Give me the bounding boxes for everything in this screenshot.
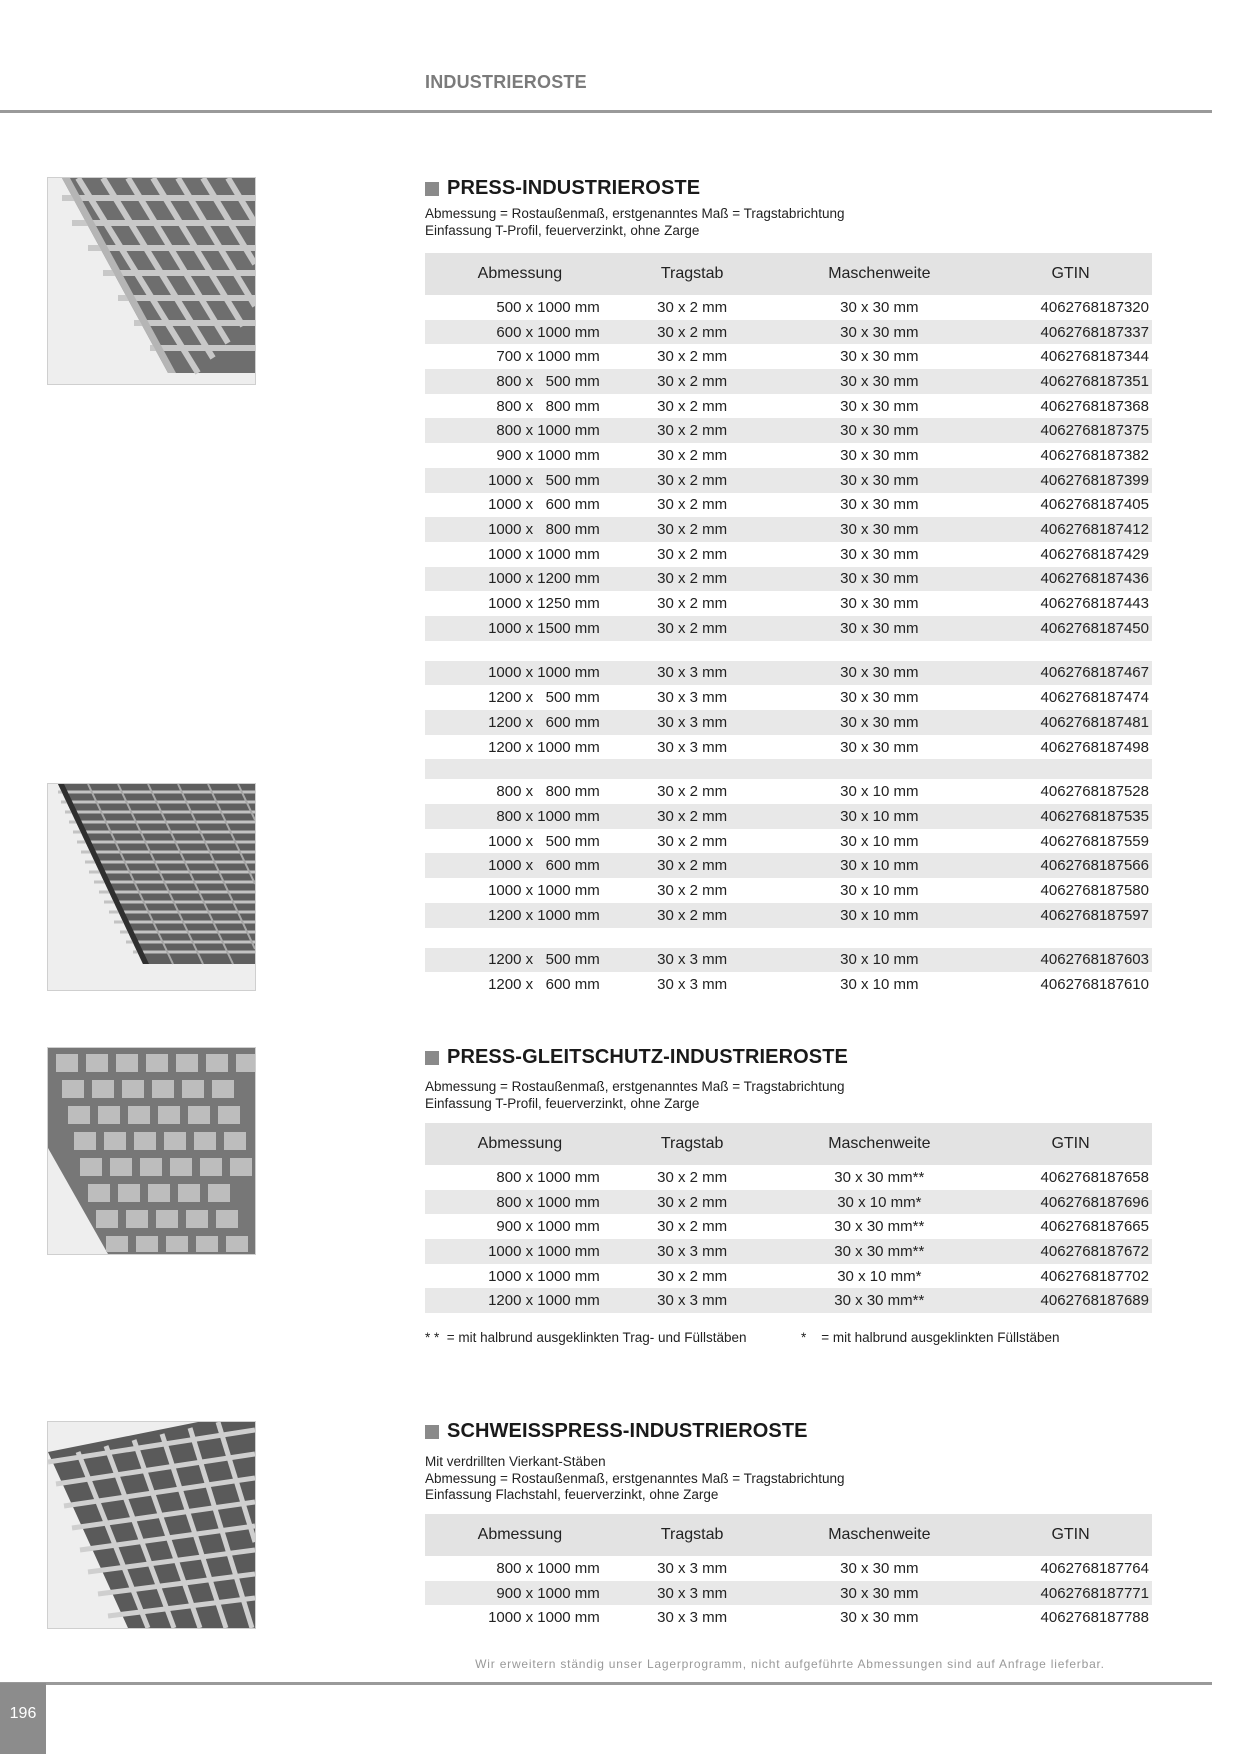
- page-header-title: INDUSTRIEROSTE: [425, 72, 587, 92]
- column-header: Maschenweite: [770, 253, 990, 295]
- table-spacer-row: [425, 759, 1152, 779]
- footnote-single-asterisk: * = mit halbrund ausgeklinkten Füllstäben: [801, 1330, 1060, 1345]
- cell-tragstab: 30 x 2 mm: [657, 298, 728, 316]
- cell-gtin: 4062768187672: [989, 1239, 1152, 1264]
- column-header: Abmessung: [425, 1123, 615, 1165]
- schweisspress-grating-photo: [47, 1421, 256, 1629]
- column-header: Tragstab: [615, 1123, 770, 1165]
- cell-maschenweite: 30 x 10 mm*: [770, 1190, 990, 1215]
- cell-abmessung: 500 x 1000 mm: [496, 298, 600, 316]
- footer-rule: [0, 1682, 1212, 1685]
- cell-abmessung: 1000 x 600 mm: [425, 853, 615, 878]
- cell-abmessung: 1000 x 1000 mm: [425, 1239, 615, 1264]
- cell-gtin: 4062768187412: [989, 517, 1152, 542]
- cell-gtin: 4062768187498: [1040, 738, 1149, 756]
- cell-gtin: 4062768187702: [1040, 1267, 1149, 1285]
- grating-image-welded: [48, 1422, 255, 1628]
- table-row: [425, 948, 1152, 973]
- cell-gtin: 4062768187665: [1040, 1218, 1149, 1236]
- column-header: Abmessung: [425, 253, 615, 295]
- cell-tragstab: 30 x 3 mm: [657, 1609, 728, 1627]
- table-row: [425, 1165, 1152, 1190]
- cell-maschenweite: 30 x 10 mm: [770, 804, 990, 829]
- section-title-schweisspress: SCHWEISSPRESS-INDUSTRIEROSTE: [425, 1420, 808, 1443]
- table-row: [425, 517, 1152, 542]
- cell-abmessung: 1200 x 500 mm: [425, 948, 615, 973]
- cell-maschenweite: 30 x 10 mm: [770, 853, 990, 878]
- cell-tragstab: 30 x 2 mm: [615, 804, 770, 829]
- cell-maschenweite: 30 x 30 mm: [840, 689, 919, 707]
- cell-maschenweite: 30 x 30 mm: [770, 616, 990, 641]
- cell-abmessung: 1000 x 600 mm: [488, 496, 600, 514]
- cell-abmessung: 1200 x 600 mm: [425, 710, 615, 735]
- cell-gtin: 4062768187399: [989, 468, 1152, 493]
- cell-tragstab: 30 x 2 mm: [615, 853, 770, 878]
- table-row: [425, 1288, 1152, 1313]
- press-industrieroste-table: [425, 253, 1152, 997]
- cell-abmessung: 1000 x 1500 mm: [425, 616, 615, 641]
- cell-gtin: 4062768187603: [989, 948, 1152, 973]
- cell-abmessung: 1200 x 500 mm: [488, 689, 600, 707]
- column-header: Tragstab: [615, 1514, 770, 1556]
- cell-tragstab: 30 x 3 mm: [657, 1559, 728, 1577]
- cell-maschenweite: 30 x 30 mm: [770, 320, 990, 345]
- table-row: [425, 320, 1152, 345]
- cell-gtin: 4062768187375: [989, 418, 1152, 443]
- cell-abmessung: 800 x 1000 mm: [496, 1168, 600, 1186]
- cell-tragstab: 30 x 2 mm: [615, 517, 770, 542]
- table-row: [425, 295, 1152, 320]
- section-description: Mit verdrillten Vierkant-Stäben Abmessung = Rostaußenmaß, erstgenanntes Maß = Tragstabrichtung Einfassung Flachstahl, feuerverzinkt, ohne Zarge: [425, 1454, 845, 1502]
- cell-abmessung: 800 x 1000 mm: [425, 418, 615, 443]
- cell-maschenweite: 30 x 30 mm: [840, 545, 919, 563]
- section-marker-icon: [425, 182, 439, 196]
- cell-tragstab: 30 x 2 mm: [657, 881, 728, 899]
- table-row: [425, 829, 1152, 854]
- table-row: [425, 418, 1152, 443]
- cell-tragstab: 30 x 2 mm: [657, 496, 728, 514]
- cell-abmessung: 1000 x 1200 mm: [425, 567, 615, 592]
- press-grating-fine-photo: [47, 783, 256, 991]
- cell-maschenweite: 30 x 30 mm: [840, 496, 919, 514]
- table-spacer-row: [425, 641, 1152, 661]
- table-row: [425, 1190, 1152, 1215]
- column-header: GTIN: [989, 1123, 1152, 1165]
- cell-abmessung: 1000 x 1000 mm: [488, 545, 600, 563]
- cell-maschenweite: 30 x 30 mm: [770, 661, 990, 686]
- cell-maschenweite: 30 x 10 mm: [840, 783, 919, 801]
- cell-abmessung: 1000 x 1250 mm: [488, 595, 600, 613]
- table-row: [425, 779, 1152, 804]
- cell-abmessung: 800 x 500 mm: [425, 369, 615, 394]
- table-row: [425, 804, 1152, 829]
- press-gleitschutz-table: [425, 1123, 1152, 1313]
- cell-gtin: 4062768187481: [989, 710, 1152, 735]
- cell-gtin: 4062768187351: [989, 369, 1152, 394]
- cell-maschenweite: 30 x 10 mm: [770, 948, 990, 973]
- table-row: [425, 853, 1152, 878]
- cell-maschenweite: 30 x 10 mm: [770, 903, 990, 928]
- cell-tragstab: 30 x 2 mm: [615, 320, 770, 345]
- table-row: [425, 344, 1152, 369]
- table-row: [425, 1605, 1152, 1630]
- cell-maschenweite: 30 x 30 mm: [840, 348, 919, 366]
- cell-gtin: 4062768187788: [1040, 1609, 1149, 1627]
- cell-tragstab: 30 x 2 mm: [615, 567, 770, 592]
- cell-gtin: 4062768187566: [989, 853, 1152, 878]
- column-header: Abmessung: [425, 1514, 615, 1556]
- cell-maschenweite: 30 x 30 mm: [770, 369, 990, 394]
- cell-gtin: 4062768187771: [989, 1581, 1152, 1606]
- header-rule: [0, 110, 1212, 113]
- table-row: [425, 567, 1152, 592]
- cell-tragstab: 30 x 2 mm: [657, 1168, 728, 1186]
- cell-gtin: 4062768187337: [989, 320, 1152, 345]
- cell-gtin: 4062768187689: [989, 1288, 1152, 1313]
- table-row: [425, 616, 1152, 641]
- cell-maschenweite: 30 x 30 mm: [770, 418, 990, 443]
- table-row: [425, 735, 1152, 760]
- cell-gtin: 4062768187474: [1040, 689, 1149, 707]
- cell-tragstab: 30 x 3 mm: [615, 710, 770, 735]
- table-row: [425, 1556, 1152, 1581]
- cell-abmessung: 1200 x 600 mm: [488, 976, 600, 994]
- table-header-row: [425, 1123, 1152, 1165]
- table-row: [425, 685, 1152, 710]
- cell-tragstab: 30 x 3 mm: [657, 738, 728, 756]
- cell-gtin: 4062768187344: [1040, 348, 1149, 366]
- section-marker-icon: [425, 1425, 439, 1439]
- cell-gtin: 4062768187658: [1040, 1168, 1149, 1186]
- cell-gtin: 4062768187443: [1040, 595, 1149, 613]
- cell-abmessung: 1000 x 1000 mm: [488, 1267, 600, 1285]
- table-row: [425, 1581, 1152, 1606]
- cell-tragstab: 30 x 2 mm: [657, 446, 728, 464]
- cell-gtin: 4062768187696: [989, 1190, 1152, 1215]
- gleitschutz-grating-photo: [47, 1047, 256, 1255]
- cell-tragstab: 30 x 2 mm: [615, 418, 770, 443]
- cell-abmessung: 700 x 1000 mm: [496, 348, 600, 366]
- cell-tragstab: 30 x 3 mm: [657, 689, 728, 707]
- cell-gtin: 4062768187528: [1040, 783, 1149, 801]
- column-header: Maschenweite: [770, 1514, 990, 1556]
- cell-tragstab: 30 x 2 mm: [657, 783, 728, 801]
- cell-gtin: 4062768187320: [1040, 298, 1149, 316]
- cell-abmessung: 800 x 800 mm: [496, 397, 600, 415]
- footnote-double-asterisk: * * = mit halbrund ausgeklinkten Trag- und Füllstäben: [425, 1330, 747, 1345]
- cell-abmessung: 1000 x 800 mm: [425, 517, 615, 542]
- cell-abmessung: 1000 x 500 mm: [488, 832, 600, 850]
- cell-maschenweite: 30 x 10 mm*: [837, 1267, 922, 1285]
- cell-gtin: 4062768187559: [1040, 832, 1149, 850]
- section-description: Abmessung = Rostaußenmaß, erstgenanntes Maß = Tragstabrichtung Einfassung T-Profil, feuerverzinkt, ohne Zarge: [425, 1079, 845, 1111]
- cell-tragstab: 30 x 2 mm: [657, 832, 728, 850]
- cell-tragstab: 30 x 2 mm: [615, 616, 770, 641]
- table-row: [425, 591, 1152, 616]
- cell-tragstab: 30 x 3 mm: [615, 1239, 770, 1264]
- table-row: [425, 493, 1152, 518]
- cell-abmessung: 1000 x 1000 mm: [488, 881, 600, 899]
- cell-maschenweite: 30 x 30 mm: [770, 710, 990, 735]
- page-number: 196: [9, 1705, 37, 1722]
- cell-maschenweite: 30 x 30 mm: [770, 468, 990, 493]
- schweisspress-table: [425, 1514, 1152, 1630]
- table-row: [425, 468, 1152, 493]
- cell-maschenweite: 30 x 10 mm: [840, 832, 919, 850]
- cell-abmessung: 800 x 800 mm: [496, 783, 600, 801]
- table-header-row: [425, 253, 1152, 295]
- cell-maschenweite: 30 x 30 mm: [840, 1609, 919, 1627]
- cell-tragstab: 30 x 2 mm: [657, 545, 728, 563]
- cell-gtin: 4062768187610: [1040, 976, 1149, 994]
- table-spacer-row: [425, 928, 1152, 948]
- cell-abmessung: 1200 x 1000 mm: [425, 903, 615, 928]
- cell-tragstab: 30 x 2 mm: [657, 397, 728, 415]
- cell-tragstab: 30 x 2 mm: [657, 348, 728, 366]
- column-header: Maschenweite: [770, 1123, 990, 1165]
- cell-gtin: 4062768187764: [1040, 1559, 1149, 1577]
- cell-tragstab: 30 x 3 mm: [615, 1581, 770, 1606]
- cell-abmessung: 1000 x 1000 mm: [488, 1609, 600, 1627]
- cell-gtin: 4062768187580: [1040, 881, 1149, 899]
- column-header: GTIN: [989, 1514, 1152, 1556]
- table-row: [425, 394, 1152, 419]
- grating-image-30x10: [48, 784, 255, 990]
- cell-maschenweite: 30 x 30 mm: [770, 567, 990, 592]
- cell-gtin: 4062768187368: [1040, 397, 1149, 415]
- cell-maschenweite: 30 x 30 mm: [770, 1581, 990, 1606]
- table-row: [425, 443, 1152, 468]
- cell-abmessung: 600 x 1000 mm: [425, 320, 615, 345]
- table-row: [425, 878, 1152, 903]
- table-row: [425, 903, 1152, 928]
- section-title-press-industrieroste: PRESS-INDUSTRIEROSTE: [425, 177, 700, 200]
- cell-abmessung: 1200 x 1000 mm: [425, 1288, 615, 1313]
- table-row: [425, 1264, 1152, 1289]
- table-row: [425, 972, 1152, 997]
- cell-gtin: 4062768187405: [1040, 496, 1149, 514]
- cell-gtin: 4062768187429: [1040, 545, 1149, 563]
- cell-tragstab: 30 x 2 mm: [657, 1267, 728, 1285]
- cell-maschenweite: 30 x 30 mm**: [834, 1218, 925, 1236]
- cell-gtin: 4062768187597: [989, 903, 1152, 928]
- cell-maschenweite: 30 x 30 mm: [840, 397, 919, 415]
- cell-tragstab: 30 x 2 mm: [657, 1218, 728, 1236]
- table-row: [425, 661, 1152, 686]
- cell-tragstab: 30 x 2 mm: [615, 369, 770, 394]
- cell-gtin: 4062768187467: [989, 661, 1152, 686]
- table-header-row: [425, 1514, 1152, 1556]
- cell-maschenweite: 30 x 30 mm**: [770, 1239, 990, 1264]
- cell-abmessung: 800 x 1000 mm: [496, 1559, 600, 1577]
- cell-maschenweite: 30 x 30 mm: [770, 517, 990, 542]
- cell-abmessung: 900 x 1000 mm: [496, 446, 600, 464]
- cell-tragstab: 30 x 3 mm: [615, 661, 770, 686]
- table-row: [425, 369, 1152, 394]
- cell-maschenweite: 30 x 30 mm**: [834, 1168, 925, 1186]
- cell-maschenweite: 30 x 10 mm: [840, 976, 919, 994]
- cell-abmessung: 1200 x 1000 mm: [488, 738, 600, 756]
- cell-maschenweite: 30 x 30 mm: [840, 298, 919, 316]
- cell-maschenweite: 30 x 10 mm: [840, 881, 919, 899]
- grating-image-anti-slip: [48, 1048, 255, 1254]
- column-header: Tragstab: [615, 253, 770, 295]
- table-row: [425, 542, 1152, 567]
- cell-tragstab: 30 x 2 mm: [615, 468, 770, 493]
- cell-abmessung: 800 x 1000 mm: [425, 1190, 615, 1215]
- cell-abmessung: 1000 x 500 mm: [425, 468, 615, 493]
- cell-tragstab: 30 x 2 mm: [615, 1190, 770, 1215]
- cell-abmessung: 900 x 1000 mm: [425, 1581, 615, 1606]
- column-header: GTIN: [989, 253, 1152, 295]
- table-row: [425, 710, 1152, 735]
- section-description: Abmessung = Rostaußenmaß, erstgenanntes Maß = Tragstabrichtung Einfassung T-Profil, feuerverzinkt, ohne Zarge: [425, 206, 845, 238]
- cell-tragstab: 30 x 2 mm: [615, 903, 770, 928]
- cell-gtin: 4062768187450: [989, 616, 1152, 641]
- cell-abmessung: 1000 x 1000 mm: [425, 661, 615, 686]
- cell-maschenweite: 30 x 30 mm: [840, 1559, 919, 1577]
- cell-maschenweite: 30 x 30 mm: [840, 446, 919, 464]
- cell-gtin: 4062768187436: [989, 567, 1152, 592]
- table-row: [425, 1214, 1152, 1239]
- cell-maschenweite: 30 x 30 mm: [840, 738, 919, 756]
- grating-image-30x30: [48, 178, 255, 384]
- table-row: [425, 1239, 1152, 1264]
- press-grating-photo: [47, 177, 256, 385]
- cell-abmessung: 900 x 1000 mm: [496, 1218, 600, 1236]
- cell-maschenweite: 30 x 30 mm: [840, 595, 919, 613]
- availability-note: Wir erweitern ständig unser Lagerprogramm, nicht aufgeführte Abmessungen sind auf Anfrage lieferbar.: [475, 1657, 1105, 1671]
- cell-tragstab: 30 x 3 mm: [657, 976, 728, 994]
- section-title-press-gleitschutz: PRESS-GLEITSCHUTZ-INDUSTRIEROSTE: [425, 1046, 848, 1069]
- cell-abmessung: 800 x 1000 mm: [425, 804, 615, 829]
- cell-tragstab: 30 x 3 mm: [615, 1288, 770, 1313]
- cell-maschenweite: 30 x 30 mm**: [770, 1288, 990, 1313]
- section-marker-icon: [425, 1051, 439, 1065]
- cell-gtin: 4062768187535: [989, 804, 1152, 829]
- cell-tragstab: 30 x 2 mm: [657, 595, 728, 613]
- cell-tragstab: 30 x 3 mm: [615, 948, 770, 973]
- cell-gtin: 4062768187382: [1040, 446, 1149, 464]
